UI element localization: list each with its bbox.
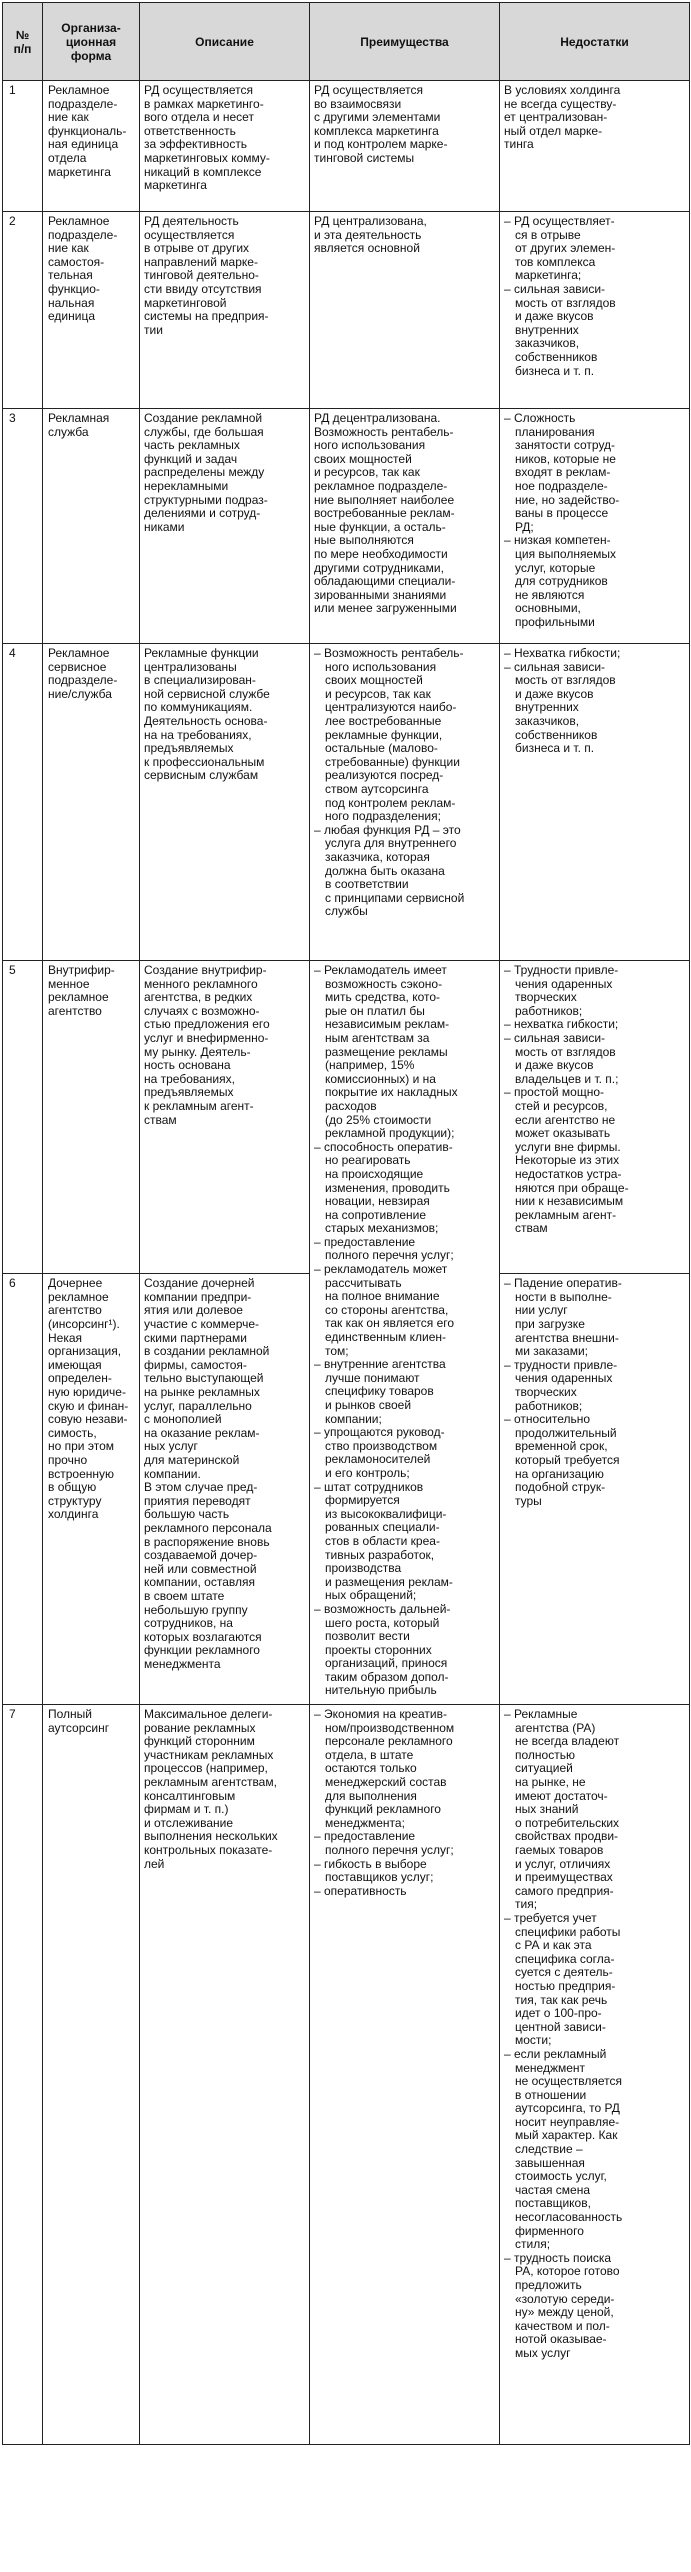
header-row (3, 3, 690, 81)
list-item: – нехватка гибкости; (504, 1017, 619, 1032)
list-item: – Нехватка гибкости; (504, 646, 621, 660)
row-number: 5 (3, 961, 43, 1274)
table-row (3, 1705, 690, 2445)
disadvantages-cell (500, 409, 690, 644)
org-form-cell: Внутрифир- менное рекламное агентство (43, 961, 140, 1274)
disadvantages-cell: В условиях холдинга не всегда существу- ет централизован- ный отдел марке- тинга (500, 81, 690, 212)
table-row (3, 81, 690, 212)
list-item: – относительно продолжительный временной срок, который требуется на организацию подобной струк- туры (504, 1412, 620, 1508)
list-item: – внутренние агентства лучше понимают специфику товаров и рынков своей компании; (314, 1357, 446, 1426)
row-number: 4 (3, 644, 43, 961)
row-number: 7 (3, 1705, 43, 2445)
org-form-cell: Рекламное сервисное подразделе- ние/служба (43, 644, 140, 961)
header-advantages: Преимущества (310, 3, 500, 81)
list-item: – если рекламный менеджмент не осуществляется в отношении аутсорсинга, то РД носит неуправляе- мый характер. Как следствие – завышенная стоимость услуг, частая смена поставщиков, несогласованность фирменного стиля; (504, 2046, 623, 2252)
list-item: – гибкость в выборе поставщиков услуг; (314, 1856, 434, 1885)
list-item: – способность оператив- но реагировать на происходящие изменения, проводить новации, невзирая на сопротивление старых механизмов; (314, 1139, 453, 1236)
comparison-table (2, 2, 690, 2445)
list-item: – сильная зависи- мость от взглядов и даже вкусов внутренних заказчиков, собственников бизнеса и т. п. (504, 659, 616, 756)
disadvantages-cell (500, 1705, 690, 2445)
header-num: № п/п (3, 3, 43, 81)
org-form-cell: Рекламное подразделе- ние как функциональ- ная единица отдела маркетинга (43, 81, 140, 212)
list-item: – трудность поиска РА, которое готово предложить «золотую середи- ну» между ценой, качеством и пол- нотой оказывае- мых услуг (504, 2250, 620, 2360)
list-item: – требуется учет специфики работы с РА и как эта специфика согла- суется с деятель- ностью предприя- тия, так как речь идет о 100-про- центной зависи- мости; (504, 1910, 621, 2048)
description-cell: Максимальное делеги- рование рекламных функций сторонним участникам рекламных процессов (например, рекламным агентствам, консалтинговым фирмам и т. п.) и отслеживание выполнения нескольких контрольных показате- лей (140, 1705, 310, 2445)
description-cell: Создание внутрифир- менного рекламного агентства, в редких случаях с возможно- стью предложения его услуг и внефирменно- му рынку. Деятель- ность основана на требованиях, предъявляемых к рекламным агент- ствам (140, 961, 310, 1274)
row-number: 2 (3, 212, 43, 409)
list-item: – Рекламные агентства (РА) не всегда владеют полностью ситуацией на рынке, не имеют достаточ- ных знаний о потребительских свойствах продви- гаемых товаров и услуг, отличиях и преимуществах самого предприя- тия; (504, 1707, 620, 1912)
header-disadvantages: Недостатки (500, 3, 690, 81)
list-item: – предоставление полного перечня услуг; (314, 1234, 454, 1263)
list-item: – низкая компетен- ция выполняемых услуг, которые для сотрудников не являются основными, профильными (504, 533, 616, 629)
disadvantages-cell (500, 1274, 690, 1705)
advantages-cell (310, 961, 500, 1705)
list-item: – возможность дальней- шего роста, который позволит вести проекты сторонних организаций, принося таким образом допол- нительную прибыль (314, 1601, 451, 1698)
list-item: – предоставление полного перечня услуг; (314, 1829, 454, 1857)
table-row (3, 961, 690, 1274)
list-item: – сильная зависи- мость от взглядов и даже вкусов внутренних заказчиков, собственников бизнеса и т. п. (504, 281, 616, 378)
disadvantages-cell (500, 212, 690, 409)
advantages-cell: РД централизована, и эта деятельность является основной (310, 212, 500, 409)
list-item: – сильная зависи- мость от взглядов и даже вкусов владельцев и т. п.; (504, 1030, 619, 1086)
list-item: – упрощаются руковод- ство производством рекламоносителей и его контроль; (314, 1425, 445, 1480)
description-cell: РД осуществляется в рамках маркетинго- вого отдела и несет ответственность за эффективность маркетинговых комму- никаций в комплексе маркетинга (140, 81, 310, 212)
list-item: – Сложность планирования занятости сотруд- ников, которые не входят в реклам- ное подразделе- ние, но задейство- ваны в процессе РД; (504, 411, 620, 534)
list-item: – Экономия на креатив- ном/производственном персонале рекламного отдела, в штате остаются только менеджерский состав для выполнения функций рекламного менеджмента; (314, 1707, 455, 1830)
disadvantages-cell (500, 644, 690, 961)
disadvantages-cell (500, 961, 690, 1274)
description-cell: Создание рекламной службы, где большая часть рекламных функций и задач распределены между нерекламными структурными подраз- делениями и сотруд- никами (140, 409, 310, 644)
description-cell: РД деятельность осуществляется в отрыве от других направлений марке- тинговой деятельно- сти ввиду отсутствия маркетинговой системы на предприя- тии (140, 212, 310, 409)
list-item: – РД осуществляет- ся в отрыве от других элемен- тов комплекса маркетинга; (504, 214, 616, 283)
description-cell: Создание дочерней компании предпри- ятия или долевое участие с коммерче- скими партнерами в создании рекламной фирмы, самостоя- тельно выступающей на рынке рекламных услуг, параллельно с монополией на оказание реклам- ных услуг для материнской компании. В этом случае пред- приятия переводят большую часть рекламного персонала в распоряжение вновь создаваемой дочер- ней или совместной компании, оставляя в своем штате небольшую группу сотрудников, на которых возлагаются функции рекламного менеджмента (140, 1274, 310, 1705)
list-item: – простой мощно- стей и ресурсов, если агентство не может оказывать услуги вне фирмы. Некоторые из этих недостатков устра- няются при обраще- нии к независимым рекламным агент- ствам (504, 1085, 629, 1236)
advantages-cell (310, 1705, 500, 2445)
org-form-cell: Рекламное подразделе- ние как самостоя- тельная функцио- нальная единица (43, 212, 140, 409)
list-item: – штат сотрудников формируется из высококвалифици- рованных специали- стов в области креа- тивных разработок, производства и размещения реклам- ных обращений; (314, 1479, 453, 1603)
header-form: Организа- ционная форма (43, 3, 140, 81)
list-item: – трудности привле- чения одаренных творческих работников; (504, 1357, 618, 1413)
list-item: – Падение оператив- ности в выполне- нии услуг при загрузке агентства внешни- ми заказами; (504, 1276, 622, 1359)
list-item: – Возможность рентабель- ного использования своих мощностей и ресурсов, так как централизуются наибо- лее востребованные рекламные функции, остальные (малово- стребованные) функции реализуются посред- ством аутсорсинга под контролем реклам- ного подразделения; (314, 646, 464, 824)
list-item: – Трудности привле- чения одаренных творческих работников; (504, 963, 619, 1018)
org-form-cell: Полный аутсорсинг (43, 1705, 140, 2445)
list-item: – оперативность (314, 1883, 407, 1898)
list-item: – Рекламодатель имеет возможность сэконо- мить средства, кото- рые он платил бы независимым реклам- ным агентствам за размещение рекламы (например, 15% комиссионных) и на покрытие их накладных расходов (до 25% стоимости рекламной продукции); (314, 963, 458, 1141)
description-cell: Рекламные функции централизованы в специализирован- ной сервисной службе по коммуникациям. Деятельность основа- на на требованиях, предъявляемых к профессиональным сервисным службам (140, 644, 310, 961)
table-row (3, 644, 690, 961)
list-item: – рекламодатель может рассчитывать на полное внимание со стороны агентства, так как он является его единственным клиен- том; (314, 1262, 455, 1358)
table-row (3, 409, 690, 644)
table-row (3, 212, 690, 409)
row-number: 6 (3, 1274, 43, 1705)
list-item: – любая функция РД – это услуга для внутреннего заказчика, которая должна быть оказана в соответствии с принципами сервисной службы (314, 822, 465, 919)
org-form-cell: Рекламная служба (43, 409, 140, 644)
row-number: 3 (3, 409, 43, 644)
advantages-cell: РД децентрализована. Возможность рентабель- ного использования своих мощностей и ресурсов, так как рекламное подразделе- ние выполняет наиболее востребованные реклам- ные функции, а осталь- ные выполняются по мере необходимости другими сотрудниками, обладающими специали- зированными знаниями или менее загруженными (310, 409, 500, 644)
advantages-cell (310, 644, 500, 961)
org-form-cell: Дочернее рекламное агентство (инсорсинг¹). Некая организация, имеющая определен- ную юридиче- скую и финан- совую незави- симость, но при этом прочно встроенную в общую структуру холдинга (43, 1274, 140, 1705)
row-number: 1 (3, 81, 43, 212)
header-description: Описание (140, 3, 310, 81)
advantages-cell: РД осуществляется во взаимосвязи с другими элементами комплекса маркетинга и под контролем марке- тинговой системы (310, 81, 500, 212)
